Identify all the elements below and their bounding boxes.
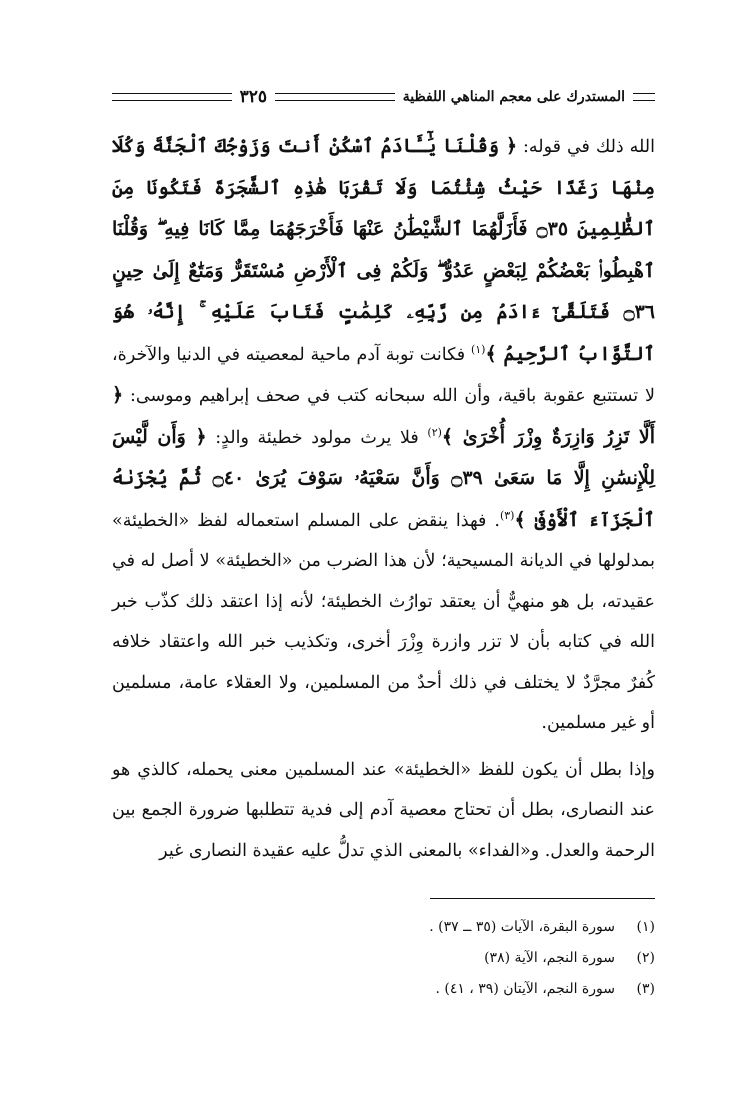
footnote-text: سورة النجم، الآيتان (٣٩ ، ٤١) .	[435, 981, 615, 997]
footnote-item	[112, 943, 655, 974]
text-run: . فهذا ينقض على المسلم استعماله لفظ «الخطيئة» بمدلولها في الديانة المسيحية؛ لأن هذا الضرب من «الخطيئة» لا أصل له في عقيدته، بل هو منهيٌّ أن يعتقد توارُث الخطيئة؛ لأنه إذا اعتقد ذلك كذّب خبر الله في كتابه بأن لا تزر وازرة وِزْرَ أخرى، وتكذيب خبر الله واعتقاد خلافه كُفرٌ مجرَّدٌ لا يختلف في ذلك أحدٌ من المسلمين، ولا العقلاء عامة، مسلمين أو غير مسلمين.	[112, 510, 655, 733]
footnote-marker: (٢)	[427, 425, 442, 439]
header-rule-middle	[275, 93, 395, 101]
footnotes	[112, 912, 655, 1005]
text-run: فلا يرث مولود خطيئة والدٍ:	[206, 427, 428, 448]
header-rule-left	[112, 93, 232, 101]
quran-verse: ﴿ وَقُلْنَا يَٰٓـَٔادَمُ ٱسْكُنْ أَنتَ وَزَوْجُكَ ٱلْجَنَّةَ وَكُلَا مِنْهَا رَغَدًا حَيْثُ شِئْتُمَا وَلَا تَقْرَبَا هَٰذِهِ ٱلشَّجَرَةَ فَتَكُونَا مِنَ ٱلظَّٰلِمِينَ ۝٣٥ فَأَزَلَّهُمَا ٱلشَّيْطَٰنُ عَنْهَا فَأَخْرَجَهُمَا مِمَّا كَانَا فِيهِ ۖ وَقُلْنَا ٱهْبِطُوا۟ بَعْضُكُمْ لِبَعْضٍ عَدُوٌّ ۖ وَلَكُمْ فِى ٱلْأَرْضِ مُسْتَقَرٌّ وَمَتَٰعٌ إِلَىٰ حِينٍ ۝٣٦ فَتَلَقَّىٰٓ ءَادَمُ مِن رَّبِّهِۦ كَلِمَٰتٍ فَتَابَ عَلَيْهِ ۚ إِنَّهُۥ هُوَ ٱلتَّوَّابُ ٱلرَّحِيمُ ﴾	[112, 135, 656, 365]
main-text	[112, 126, 655, 871]
quran-verse: ﴿ وَأَن لَّيْسَ لِلْإِنسَٰنِ إِلَّا مَا سَعَىٰ ۝٣٩ وَأَنَّ سَعْيَهُۥ سَوْفَ يُرَىٰ ۝٤٠ ثُمَّ يُجْزَىٰهُ ٱلْجَزَآءَ ٱلْأَوْفَىٰ ﴾	[112, 425, 655, 531]
book-title: المستدرك على معجم المناهي اللفظية	[402, 89, 625, 105]
footnote-separator	[430, 898, 655, 899]
footnote-item	[112, 974, 655, 1005]
paragraph-1	[112, 126, 655, 744]
footnote-number: (٣)	[636, 981, 655, 997]
footnote-text: سورة البقرة، الآيات (٣٥ ــ ٣٧) .	[429, 919, 615, 935]
footnote-item	[112, 912, 655, 943]
running-header	[112, 84, 655, 110]
text-run: فكانت توبة آدم ماحية لمعصيته في الدنيا والآخرة، لا تستتبع عقوبة باقية، وأن الله سبحانه كتب في صحف إبراهيم وموسى:	[112, 344, 655, 406]
paragraph-2: وإذا بطل أن يكون للفظ «الخطيئة» عند المسلمين معنى يحمله، كالذي هو عند النصارى، بطل أن تحتاج معصية آدم إلى فدية تتطلبها ضرورة الجمع بين الرحمة والعدل. و«الفداء» بالمعنى الذي تدلُّ عليه عقيدة النصارى غير	[112, 759, 655, 861]
footnote-number: (٢)	[636, 950, 655, 966]
header-rule-right	[633, 93, 655, 101]
quran-verse: ﴿ أَلَّا تَزِرُ وَازِرَةٌ وِزْرَ أُخْرَىٰ ﴾	[112, 384, 656, 448]
page-number: ٣٢٥	[239, 87, 268, 107]
footnote-marker: (١)	[470, 342, 486, 356]
footnote-text: سورة النجم، الآية (٣٨)	[484, 950, 615, 966]
footnote-marker: (٣)	[499, 508, 515, 522]
footnote-number: (١)	[636, 919, 655, 935]
text-run: الله ذلك في قوله:	[517, 137, 655, 157]
